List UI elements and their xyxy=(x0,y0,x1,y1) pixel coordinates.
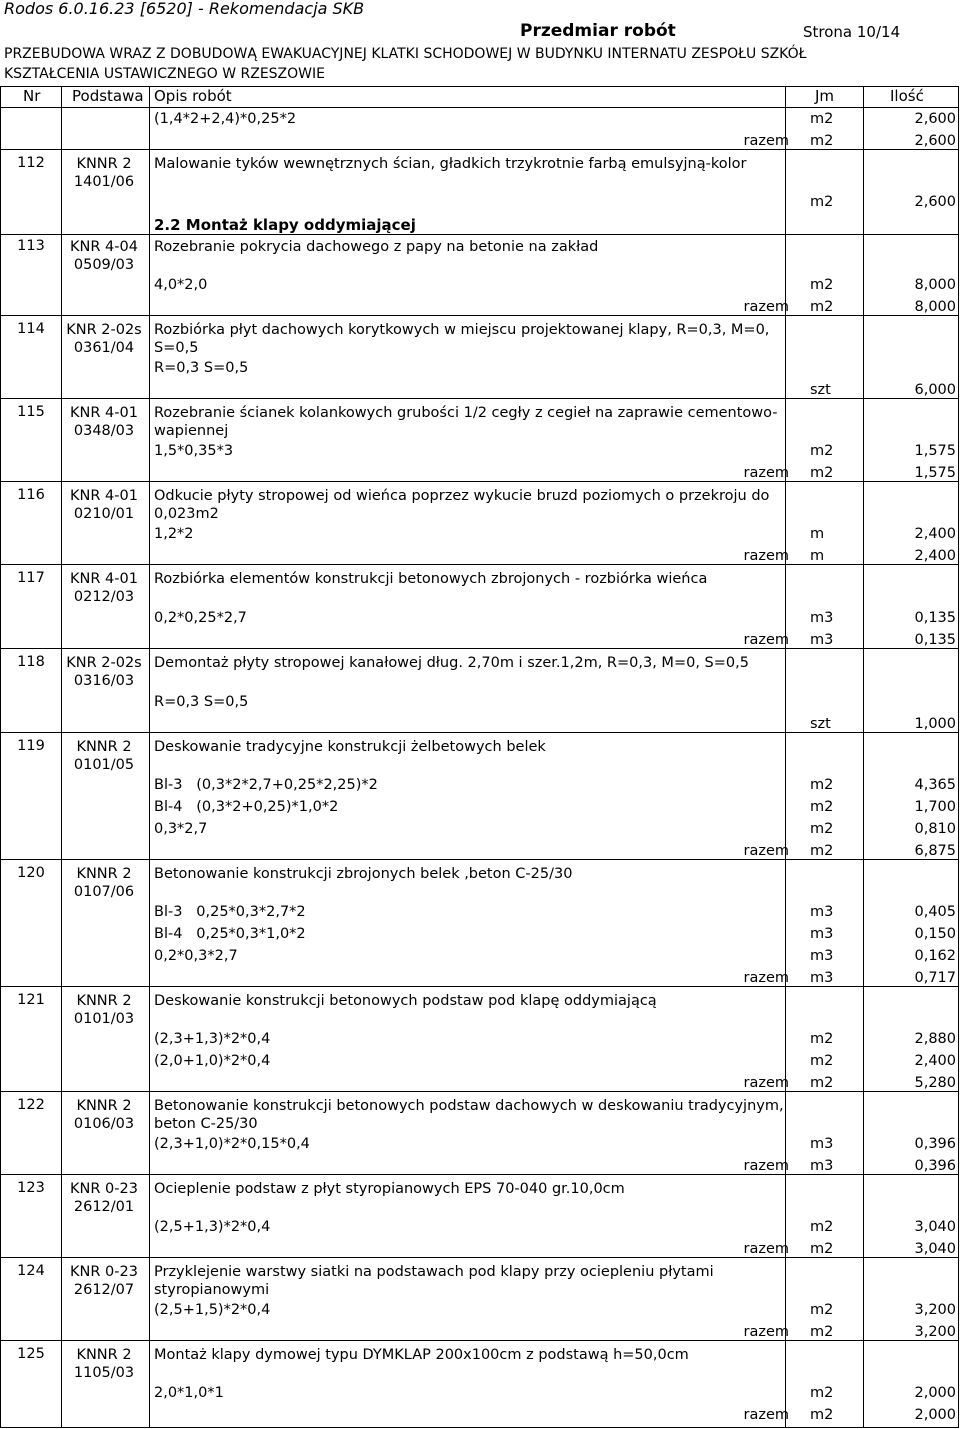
quantity-cell: 2,400 xyxy=(914,548,956,564)
item-code-ref: 0316/03 xyxy=(73,673,135,689)
item-parameters: R=0,3 S=0,5 xyxy=(154,360,249,376)
item-description: Rozbiórka elementów konstrukcji betonowych zbrojonych - rozbiórka wieńca xyxy=(154,571,708,587)
table-header-border xyxy=(0,107,959,108)
item-code-ref: 1105/03 xyxy=(73,1365,135,1381)
quantity-cell: 0,162 xyxy=(914,948,956,964)
razem-label: razem xyxy=(743,970,789,986)
quantity-expression: Bl-3 0,25*0,3*2,7*2 xyxy=(154,904,306,920)
item-number: 115 xyxy=(17,404,45,420)
item-code: KNNR 2 xyxy=(76,866,132,882)
row-divider xyxy=(0,1091,959,1092)
quantity-expression: 4,0*2,0 xyxy=(154,277,208,293)
unit-cell: m2 xyxy=(810,111,834,127)
quantity-cell: 1,700 xyxy=(914,799,956,815)
item-number: 118 xyxy=(17,654,45,670)
quantity-cell: 6,875 xyxy=(914,843,956,859)
quantity-cell: 2,000 xyxy=(914,1385,956,1401)
unit-cell: m2 xyxy=(810,1219,834,1235)
quantity-cell: 0,810 xyxy=(914,821,956,837)
quantity-cell: 3,200 xyxy=(914,1302,956,1318)
razem-row xyxy=(154,1075,954,1095)
quantity-cell: 2,400 xyxy=(914,1053,956,1069)
item-number: 122 xyxy=(17,1097,45,1113)
item-number: 119 xyxy=(17,738,45,754)
app-version: Rodos 6.0.16.23 [6520] - Rekomendacja SKB xyxy=(4,0,365,18)
quantity-cell: 0,135 xyxy=(914,632,956,648)
quantity-cell: 8,000 xyxy=(914,277,956,293)
razem-row xyxy=(154,1407,954,1427)
item-code-ref: 0101/03 xyxy=(73,1011,135,1027)
quantity-expression: (1,4*2+2,4)*0,25*2 xyxy=(154,111,297,127)
unit-cell: m2 xyxy=(810,1053,834,1069)
col-header-jm: Jm xyxy=(815,87,835,105)
quantity-cell: 2,400 xyxy=(914,526,956,542)
quantity-row xyxy=(154,821,954,841)
unit-cell: m3 xyxy=(810,970,834,986)
razem-label: razem xyxy=(743,1158,789,1174)
razem-row xyxy=(154,843,954,863)
item-code-ref: 0509/03 xyxy=(73,257,135,273)
item-code-ref: 2612/01 xyxy=(73,1199,135,1215)
unit-cell: szt xyxy=(810,382,831,398)
item-description: Deskowanie konstrukcji betonowych podstaw pod klapę oddymiającą xyxy=(154,993,657,1009)
unit-cell: m2 xyxy=(810,843,834,859)
quantity-cell: 2,880 xyxy=(914,1031,956,1047)
item-code: KNNR 2 xyxy=(76,156,132,172)
quantity-cell: 2,600 xyxy=(914,194,956,210)
item-number: 123 xyxy=(17,1180,45,1196)
quantity-expression: 1,2*2 xyxy=(154,526,194,542)
unit-cell: m2 xyxy=(810,1407,834,1423)
quantity-expression: 0,2*0,3*2,7 xyxy=(154,948,238,964)
quantity-row xyxy=(154,777,954,797)
razem-label: razem xyxy=(743,1407,789,1423)
row-divider xyxy=(0,564,959,565)
quantity-cell: 1,575 xyxy=(914,465,956,481)
table-right-border xyxy=(958,86,959,1428)
quantity-cell: 0,135 xyxy=(914,610,956,626)
quantity-row xyxy=(154,526,954,546)
razem-label: razem xyxy=(743,1324,789,1340)
quantity-expression: 0,3*2,7 xyxy=(154,821,208,837)
quantity-row xyxy=(154,1053,954,1073)
table-top-border xyxy=(0,86,959,87)
razem-label: razem xyxy=(743,1075,789,1091)
quantity-cell: 3,200 xyxy=(914,1324,956,1340)
quantity-cell: 0,717 xyxy=(914,970,956,986)
razem-label: razem xyxy=(743,299,789,315)
unit-cell: m xyxy=(810,526,825,542)
quantity-cell: 0,396 xyxy=(914,1136,956,1152)
row-divider xyxy=(0,315,959,316)
row-divider xyxy=(0,149,959,150)
unit-cell: m3 xyxy=(810,1136,834,1152)
unit-cell: m2 xyxy=(810,299,834,315)
item-description: Montaż klapy dymowej typu DYMKLAP 200x100cm z podstawą h=50,0cm xyxy=(154,1347,689,1363)
quantity-cell: 1,575 xyxy=(914,443,956,459)
item-code: KNR 0-23 xyxy=(70,1264,138,1280)
razem-label: razem xyxy=(743,632,789,648)
item-code: KNR 4-01 xyxy=(70,488,138,504)
item-code-ref: 2612/07 xyxy=(73,1282,135,1298)
item-code-ref: 0107/06 xyxy=(73,884,135,900)
unit-cell: m3 xyxy=(810,904,834,920)
col-header-ilosc: Ilość xyxy=(890,87,924,105)
project-name-line-1: PRZEBUDOWA WRAZ Z DOBUDOWĄ EWAKUACYJNEJ KLATKI SCHODOWEJ W BUDYNKU INTERNATU ZESPOŁU SZKÓŁ xyxy=(4,46,807,62)
unit-cell: m3 xyxy=(810,1158,834,1174)
quantity-expression: Bl-4 (0,3*2+0,25)*1,0*2 xyxy=(154,799,339,815)
item-number: 121 xyxy=(17,992,45,1008)
quantity-expression: Bl-4 0,25*0,3*1,0*2 xyxy=(154,926,306,942)
razem-row xyxy=(154,632,954,652)
unit-cell: m2 xyxy=(810,1324,834,1340)
unit-cell: m3 xyxy=(810,948,834,964)
item-code-ref: 1401/06 xyxy=(73,174,135,190)
razem-label: razem xyxy=(743,133,789,149)
unit-cell: m2 xyxy=(810,821,834,837)
quantity-expression: Bl-3 (0,3*2*2,7+0,25*2,25)*2 xyxy=(154,777,378,793)
unit-cell: m2 xyxy=(810,1302,834,1318)
razem-row xyxy=(154,133,954,153)
quantity-row xyxy=(154,382,954,402)
quantity-expression: (2,3+1,3)*2*0,4 xyxy=(154,1031,271,1047)
quantity-row xyxy=(154,716,954,736)
quantity-row xyxy=(154,948,954,968)
razem-row xyxy=(154,1241,954,1261)
quantity-cell: 3,040 xyxy=(914,1219,956,1235)
col-header-podstawa: Podstawa xyxy=(72,87,144,105)
quantity-expression: (2,0+1,0)*2*0,4 xyxy=(154,1053,271,1069)
quantity-cell: 5,280 xyxy=(914,1075,956,1091)
item-description: Przyklejenie warstwy siatki na podstawach pod klapy przy ociepleniu płytami styropianowymi xyxy=(154,1264,714,1298)
unit-cell: m2 xyxy=(810,443,834,459)
item-description: Betonowanie konstrukcji betonowych podstaw dachowych w deskowaniu tradycyjnym, beton C-25/30 xyxy=(154,1098,784,1132)
row-divider xyxy=(0,732,959,733)
row-divider xyxy=(0,234,959,235)
unit-cell: m2 xyxy=(810,799,834,815)
section-heading: 2.2 Montaż klapy oddymiającej xyxy=(154,216,416,234)
item-description: Betonowanie konstrukcji zbrojonych belek ,beton C-25/30 xyxy=(154,866,573,882)
item-number: 117 xyxy=(17,570,45,586)
item-code: KNR 4-01 xyxy=(70,571,138,587)
row-divider xyxy=(0,1257,959,1258)
quantity-row xyxy=(154,1385,954,1405)
item-description: Rozebranie pokrycia dachowego z papy na betonie na zakład xyxy=(154,239,599,255)
razem-label: razem xyxy=(743,465,789,481)
quantity-expression: 1,5*0,35*3 xyxy=(154,443,234,459)
quantity-expression: (2,5+1,5)*2*0,4 xyxy=(154,1302,271,1318)
row-divider xyxy=(0,859,959,860)
table-bottom-border xyxy=(0,1427,959,1428)
unit-cell: m2 xyxy=(810,277,834,293)
item-parameters: R=0,3 S=0,5 xyxy=(154,694,249,710)
quantity-cell: 4,365 xyxy=(914,777,956,793)
razem-row xyxy=(154,1158,954,1178)
item-number: 124 xyxy=(17,1263,45,1279)
item-code-ref: 0361/04 xyxy=(73,340,135,356)
item-number: 116 xyxy=(17,487,45,503)
unit-cell: m2 xyxy=(810,1385,834,1401)
quantity-cell: 2,600 xyxy=(914,111,956,127)
item-description: Ocieplenie podstaw z płyt styropianowych EPS 70-040 gr.10,0cm xyxy=(154,1181,625,1197)
quantity-row xyxy=(154,1302,954,1322)
quantity-row xyxy=(154,926,954,946)
quantity-expression: (2,5+1,3)*2*0,4 xyxy=(154,1219,271,1235)
quantity-row xyxy=(154,799,954,819)
quantity-cell: 3,040 xyxy=(914,1241,956,1257)
item-code-ref: 0212/03 xyxy=(73,589,135,605)
unit-cell: m3 xyxy=(810,632,834,648)
row-divider xyxy=(0,1340,959,1341)
quantity-cell: 6,000 xyxy=(914,382,956,398)
quantity-row xyxy=(154,1136,954,1156)
quantity-row xyxy=(154,1031,954,1051)
quantity-cell: 2,000 xyxy=(914,1407,956,1423)
item-code: KNNR 2 xyxy=(76,739,132,755)
unit-cell: m2 xyxy=(810,465,834,481)
item-code: KNNR 2 xyxy=(76,1098,132,1114)
row-divider xyxy=(0,986,959,987)
item-code: KNR 4-04 xyxy=(70,239,138,255)
row-divider xyxy=(0,481,959,482)
quantity-row xyxy=(154,610,954,630)
razem-label: razem xyxy=(743,843,789,859)
item-number: 125 xyxy=(17,1346,45,1362)
quantity-cell: 8,000 xyxy=(914,299,956,315)
item-number: 113 xyxy=(17,238,45,254)
item-code-ref: 0101/05 xyxy=(73,757,135,773)
razem-row xyxy=(154,970,954,990)
quantity-expression: (2,3+1,0)*2*0,15*0,4 xyxy=(154,1136,310,1152)
quantity-cell: 0,396 xyxy=(914,1158,956,1174)
unit-cell: m2 xyxy=(810,1031,834,1047)
unit-cell: szt xyxy=(810,716,831,732)
quantity-cell: 1,000 xyxy=(914,716,956,732)
quantity-row xyxy=(154,443,954,463)
document-title: Przedmiar robót xyxy=(520,21,676,41)
item-number: 112 xyxy=(17,155,45,171)
item-code: KNNR 2 xyxy=(76,1347,132,1363)
item-code-ref: 0210/01 xyxy=(73,506,135,522)
quantity-row xyxy=(154,904,954,924)
item-code: KNR 2-02s xyxy=(66,655,142,671)
quantity-expression: 2,0*1,0*1 xyxy=(154,1385,224,1401)
unit-cell: m xyxy=(810,548,825,564)
item-description: Rozebranie ścianek kolankowych grubości 1/2 cegły z cegieł na zaprawie cementowo-wapiennej xyxy=(154,405,778,439)
item-code-ref: 0348/03 xyxy=(73,423,135,439)
item-description: Odkucie płyty stropowej od wieńca poprzez wykucie bruzd poziomych o przekroju do 0,023m2 xyxy=(154,488,770,522)
unit-cell: m2 xyxy=(810,194,834,210)
quantity-cell: 0,405 xyxy=(914,904,956,920)
razem-label: razem xyxy=(743,1241,789,1257)
quantity-row xyxy=(154,194,954,214)
item-description: Rozbiórka płyt dachowych korytkowych w miejscu projektowanej klapy, R=0,3, M=0, S=0,5 xyxy=(154,322,770,356)
row-divider xyxy=(0,1174,959,1175)
item-description: Deskowanie tradycyjne konstrukcji żelbetowych belek xyxy=(154,739,546,755)
page-number: Strona 10/14 xyxy=(803,23,901,41)
unit-cell: m3 xyxy=(810,926,834,942)
item-code: KNR 0-23 xyxy=(70,1181,138,1197)
row-divider xyxy=(0,398,959,399)
quantity-cell: 0,150 xyxy=(914,926,956,942)
unit-cell: m2 xyxy=(810,1075,834,1091)
table-left-border xyxy=(0,86,1,1428)
project-name-line-2: KSZTAŁCENIA USTAWICZNEGO W RZESZOWIE xyxy=(4,66,325,82)
unit-cell: m2 xyxy=(810,777,834,793)
unit-cell: m2 xyxy=(810,133,834,149)
row-divider xyxy=(0,648,959,649)
item-code: KNR 4-01 xyxy=(70,405,138,421)
item-description: Malowanie tyków wewnętrznych ścian, gładkich trzykrotnie farbą emulsyjną-kolor xyxy=(154,156,747,172)
col-header-nr: Nr xyxy=(23,87,41,105)
item-number: 114 xyxy=(17,321,45,337)
quantity-row xyxy=(154,277,954,297)
item-code-ref: 0106/03 xyxy=(73,1116,135,1132)
quantity-cell: 2,600 xyxy=(914,133,956,149)
razem-row xyxy=(154,299,954,319)
razem-row xyxy=(154,1324,954,1344)
unit-cell: m3 xyxy=(810,610,834,626)
razem-row xyxy=(154,548,954,568)
item-code: KNNR 2 xyxy=(76,993,132,1009)
quantity-row xyxy=(154,1219,954,1239)
razem-row xyxy=(154,465,954,485)
unit-cell: m2 xyxy=(810,1241,834,1257)
item-description: Demontaż płyty stropowej kanałowej dług. 2,70m i szer.1,2m, R=0,3, M=0, S=0,5 xyxy=(154,655,749,671)
quantity-expression: 0,2*0,25*2,7 xyxy=(154,610,247,626)
quantity-row xyxy=(154,111,954,131)
item-number: 120 xyxy=(17,865,45,881)
col-header-opis: Opis robót xyxy=(154,87,232,105)
razem-label: razem xyxy=(743,548,789,564)
column-divider xyxy=(149,86,150,1428)
item-code: KNR 2-02s xyxy=(66,322,142,338)
